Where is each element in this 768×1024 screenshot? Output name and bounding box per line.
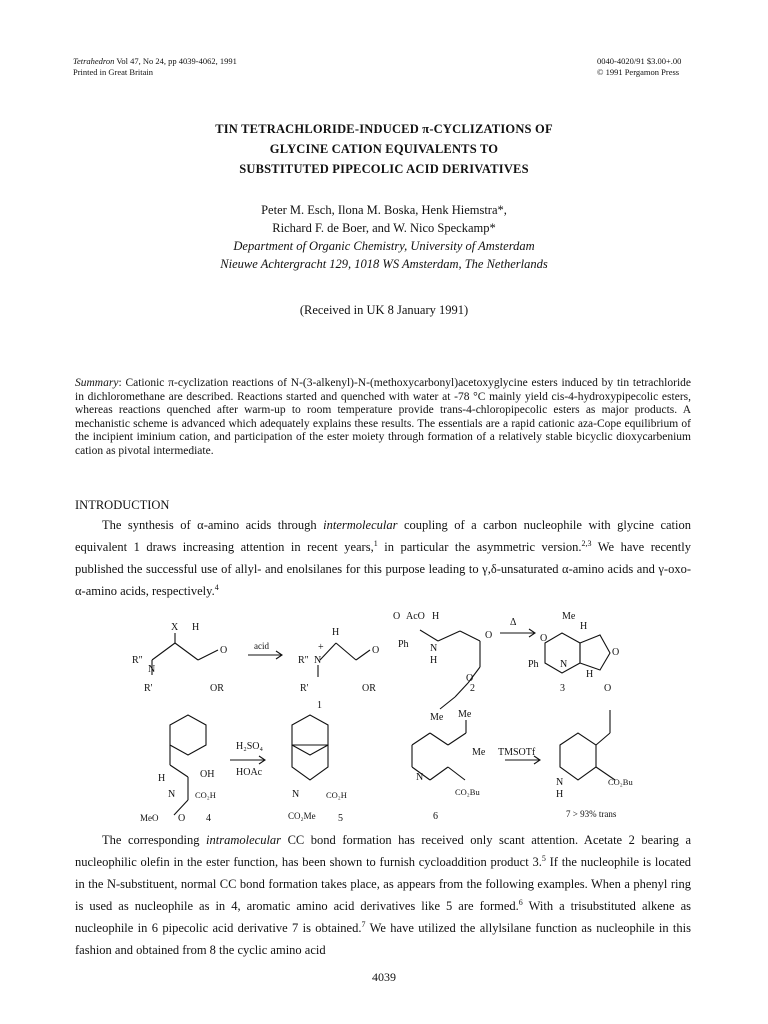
atom-label: R'	[144, 683, 153, 694]
atom-label: O	[466, 673, 474, 684]
atom-label: O	[220, 645, 228, 656]
atom-label: OR	[362, 683, 376, 694]
received-date: (Received in UK 8 January 1991)	[299, 303, 469, 317]
atom-label: H	[556, 789, 564, 800]
text-run: We have utilized the allylsilane function as nucleophile in this fashion and obtained from 8 the cyclic amino acid	[75, 921, 691, 957]
atom-label: Ph	[398, 639, 409, 650]
atom-label: H	[430, 655, 438, 666]
atom-label: Me	[458, 709, 472, 720]
atom-label: OR	[210, 683, 224, 694]
atom-label: MeO	[140, 813, 159, 823]
section-heading: INTRODUCTION	[75, 498, 170, 512]
text-run: intermolecular	[323, 518, 398, 532]
reaction-scheme	[130, 605, 650, 825]
intro-paragraph-1	[75, 514, 691, 602]
author-block	[0, 201, 768, 273]
reagent-label: Δ	[510, 617, 517, 628]
atom-label: N	[430, 643, 438, 654]
atom-label: H	[432, 611, 440, 622]
text-run: coupling of a carbon nucleophile with glycine cation equivalent 1 draws increasing attention in recent years,	[75, 518, 691, 554]
intro-paragraph-2	[75, 829, 691, 961]
atom-label: Me	[430, 712, 444, 723]
citation-ref: 7	[361, 919, 366, 929]
atom-label: O	[178, 813, 186, 824]
title-line: SUBSTITUTED PIPECOLIC ACID DERIVATIVES	[239, 162, 529, 176]
atom-label: R"	[132, 655, 143, 666]
atom-label: AcO	[406, 611, 425, 622]
text-run: CC bond formation has received only scant attention. Acetate 2 bearing a nucleophilic olefin in the ester function, has been shown to furnish cycloaddition product 3.	[75, 833, 691, 869]
atom-label: R'	[300, 683, 309, 694]
citation-ref: 4	[214, 582, 219, 592]
affiliation: Department of Organic Chemistry, University of Amsterdam	[233, 239, 535, 253]
atom-label: +	[318, 642, 324, 653]
atom-label: OH	[200, 769, 215, 780]
text-run: The synthesis of α-amino acids through	[102, 518, 324, 532]
atom-label: H	[158, 773, 166, 784]
atom-label: O	[540, 633, 548, 644]
atom-label: N	[148, 664, 156, 675]
atom-label: O	[393, 611, 401, 622]
issn-code: 0040-4020/91 $3.00+.00	[597, 56, 682, 66]
address: Nieuwe Achtergracht 129, 1018 WS Amsterdam, The Netherlands	[220, 257, 548, 271]
text-run: in particular the asymmetric version.	[377, 540, 582, 554]
journal-name: Tetrahedron	[73, 56, 115, 66]
atom-label: N	[416, 772, 424, 783]
atom-label: R"	[298, 655, 309, 666]
atom-label: H	[580, 621, 588, 632]
reagent-label: TMSOTf	[498, 747, 536, 758]
citation-ref: 2,3	[581, 538, 592, 548]
summary-label: Summary	[75, 377, 119, 389]
atom-label: CO₂Bu	[455, 787, 480, 797]
compound-label: 7 > 93% trans	[566, 809, 617, 819]
atom-label: O	[485, 630, 493, 641]
authors-line: Peter M. Esch, Ilona M. Boska, Henk Hiemstra*,	[261, 203, 507, 217]
page-number: 4039	[372, 970, 396, 984]
authors-line: Richard F. de Boer, and W. Nico Speckamp*	[272, 221, 496, 235]
reagent-label: HOAc	[236, 767, 263, 778]
atom-label: H	[586, 669, 594, 680]
atom-label: N	[556, 777, 564, 788]
atom-label: H	[192, 622, 200, 633]
atom-label: O	[612, 647, 620, 658]
atom-label: CO₂H	[326, 790, 347, 800]
printed-in: Printed in Great Britain	[73, 67, 154, 77]
compound-label: 5	[338, 813, 343, 824]
copyright: © 1991 Pergamon Press	[597, 67, 680, 77]
atom-label: O	[372, 645, 380, 656]
summary	[75, 377, 691, 458]
atom-label: CO₂H	[195, 790, 216, 800]
reagent-label: acid	[254, 641, 269, 651]
atom-label: Ph	[528, 659, 539, 670]
text-run: intramolecular	[206, 833, 282, 847]
compound-label: 4	[206, 813, 211, 824]
text-run: The corresponding	[102, 833, 207, 847]
atom-label: O	[604, 683, 612, 694]
text-run: With a trisubstituted alkene as nucleophile in 6 pipecolic acid derivative 7 is obtained.	[75, 899, 691, 935]
reagent-label: H₂SO₄	[236, 741, 263, 752]
text-run: We have recently published the successful use of allyl- and enolsilanes for this purpose leading to γ,δ-unsaturated α-amino acids and γ-oxo-α-amino acids, respectively.	[75, 540, 691, 598]
citation-ref: 1	[373, 538, 378, 548]
title-line: TIN TETRACHLORIDE-INDUCED π-CYCLIZATIONS OF	[215, 122, 553, 136]
compound-label: 6	[433, 811, 438, 822]
summary-text: : Cationic π-cyclization reactions of N-(3-alkenyl)-N-(methoxycarbonyl)acetoxyglycine esters induced by tin tetrachloride in dichloromethane are described. Reactions started and quenched with water at -78 °C mainly yield cis-4-hydroxypipecolic esters, whereas reactions quenched after warm-up to room temperature provide trans-4-chloropipecolic esters as major products. A mechanistic scheme is advanced which adequately explains these results. The essentials are a rapid cationic aza-Cope equilibrium of the incipient iminium cation, and participation of the ester moiety through formation of a relatively stable bicyclic dioxycarbenium cation as pivotal intermediate.	[75, 377, 691, 457]
atom-label: Me	[562, 611, 576, 622]
atom-label: Me	[472, 747, 486, 758]
citation-ref: 5	[541, 853, 546, 863]
citation-ref: 6	[518, 897, 523, 907]
atom-label: CO₂Me	[288, 811, 316, 821]
atom-label: N	[292, 789, 300, 800]
atom-label: N	[560, 659, 568, 670]
atom-label: CO₂Bu	[608, 777, 633, 787]
paper-title	[0, 119, 768, 179]
publisher-header	[597, 56, 681, 78]
atom-label: X	[171, 622, 179, 633]
compound-label: 3	[560, 683, 565, 694]
compound-label: 2	[470, 683, 475, 694]
journal-citation: Vol 47, No 24, pp 4039-4062, 1991	[114, 56, 237, 66]
atom-label: H	[332, 627, 340, 638]
title-line: GLYCINE CATION EQUIVALENTS TO	[269, 142, 499, 156]
journal-header	[73, 56, 237, 78]
atom-label: N	[168, 789, 176, 800]
text-run: If the nucleophile is located in the N-substituent, normal CC bond formation takes place, as appears from the following examples. When a phenyl ring is used as nucleophile as in 4, aromatic amino acid derivatives like 5 are formed.	[75, 855, 691, 913]
compound-label: 1	[317, 700, 322, 711]
atom-label: N	[314, 655, 322, 666]
